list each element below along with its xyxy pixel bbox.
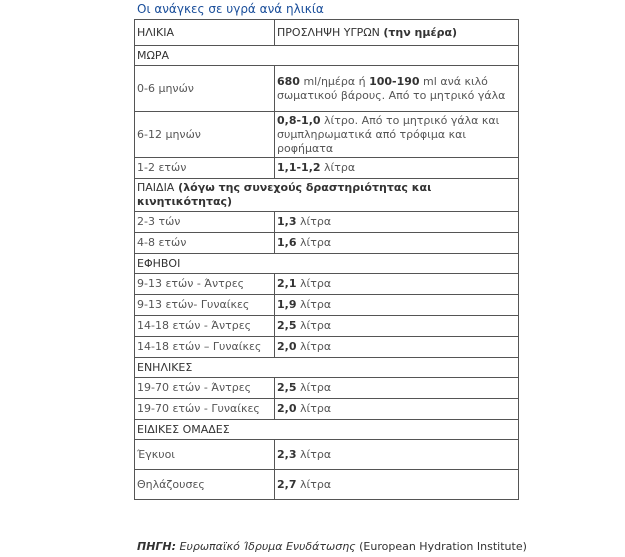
table-header-row <box>135 20 519 46</box>
intake-cell <box>275 440 519 470</box>
section-infants: ΜΩΡΑ <box>135 46 519 66</box>
section-row-adults <box>135 358 519 378</box>
section-children-note: (λόγω της συνεχούς δραστηριότητας και κινητικότητας) <box>137 181 432 208</box>
intake-value: 2,0 <box>277 402 297 415</box>
table-row <box>135 274 519 295</box>
intake-unit: λίτρα <box>296 381 332 394</box>
intake-cell <box>275 295 519 316</box>
source-label: ΠΗΓΗ: <box>137 540 177 553</box>
intake-value: 1,6 <box>277 236 297 249</box>
intake-unit: λίτρα <box>296 236 332 249</box>
intake-cell <box>275 274 519 295</box>
header-intake-sub: (την ημέρα) <box>383 25 458 39</box>
age-cell: 6-12 μηνών <box>135 112 275 158</box>
table-row <box>135 233 519 254</box>
age-cell: 1-2 ετών <box>135 158 275 179</box>
intake-unit: λίτρα <box>296 298 332 311</box>
age-cell: 0-6 μηνών <box>135 66 275 112</box>
intake-text: λίτρο. Από το μητρικό γάλα και συμπληρωματικά από τρόφιμα και ροφήματα <box>277 113 500 155</box>
intake-cell <box>275 337 519 358</box>
fluid-needs-table <box>134 19 519 500</box>
intake-cell <box>275 316 519 337</box>
intake-value: 2,5 <box>277 319 297 332</box>
table-row <box>135 440 519 470</box>
table-row <box>135 158 519 179</box>
age-cell: Θηλάζουσες <box>135 470 275 500</box>
header-intake <box>275 20 519 46</box>
intake-value: 1,9 <box>277 298 297 311</box>
table-row <box>135 112 519 158</box>
source-note <box>137 540 527 553</box>
source-text: Ευρωπαϊκό Ίδρυμα Ενυδάτωσης <box>176 540 360 553</box>
header-intake-main: ΠΡΟΣΛΗΨΗ ΥΓΡΩΝ <box>277 25 380 39</box>
intake-value: 1,3 <box>277 215 297 228</box>
age-cell: 2-3 τών <box>135 212 275 233</box>
age-cell: 9-13 ετών- Γυναίκες <box>135 295 275 316</box>
intake-unit: λίτρα <box>296 340 332 353</box>
header-age: ΗΛΙΚΙΑ <box>135 20 275 46</box>
intake-unit: λίτρα <box>296 319 332 332</box>
table-row <box>135 337 519 358</box>
intake-cell <box>275 66 519 112</box>
intake-cell <box>275 112 519 158</box>
intake-value: 0,8-1,0 <box>277 113 321 127</box>
table-caption: Οι ανάγκες σε υγρά ανά ηλικία <box>137 2 324 16</box>
section-row-infants <box>135 46 519 66</box>
age-cell: 4-8 ετών <box>135 233 275 254</box>
intake-cell <box>275 233 519 254</box>
source-english: (European Hydration Institute) <box>359 540 527 553</box>
intake-value: 1,1-1,2 <box>277 161 321 174</box>
section-row-teens <box>135 254 519 274</box>
table-row <box>135 295 519 316</box>
table-row <box>135 66 519 112</box>
table-row <box>135 378 519 399</box>
intake-cell <box>275 399 519 420</box>
intake-cell <box>275 212 519 233</box>
table-row <box>135 470 519 500</box>
intake-unit: λίτρα <box>296 277 332 290</box>
age-cell: 19-70 ετών - Γυναίκες <box>135 399 275 420</box>
intake-cell <box>275 158 519 179</box>
age-cell: 14-18 ετών - Άντρες <box>135 316 275 337</box>
age-cell: 14-18 ετών – Γυναίκες <box>135 337 275 358</box>
section-children-title: ΠΑΙΔΙΑ <box>137 181 175 194</box>
intake-unit: λίτρα <box>320 161 356 174</box>
section-teens: ΕΦΗΒΟΙ <box>135 254 519 274</box>
section-adults: ΕΝΗΛΙΚΕΣ <box>135 358 519 378</box>
table-row <box>135 212 519 233</box>
intake-text: ml/ημέρα ή <box>299 74 370 88</box>
intake-value: 2,5 <box>277 381 297 394</box>
intake-unit: λίτρα <box>296 447 332 461</box>
table-row <box>135 399 519 420</box>
intake-value: 2,3 <box>277 447 297 461</box>
section-special-groups: ΕΙΔΙΚΕΣ ΟΜΑΔΕΣ <box>135 420 519 440</box>
table-row <box>135 316 519 337</box>
intake-value: 2,7 <box>277 477 297 491</box>
intake-value: 100-190 <box>369 74 420 88</box>
section-row-special <box>135 420 519 440</box>
age-cell: 9-13 ετών - Άντρες <box>135 274 275 295</box>
intake-value: 2,0 <box>277 340 297 353</box>
intake-unit: λίτρα <box>296 402 332 415</box>
intake-unit: λίτρα <box>296 215 332 228</box>
intake-cell <box>275 470 519 500</box>
section-row-children <box>135 179 519 212</box>
age-cell: Έγκυοι <box>135 440 275 470</box>
section-children <box>135 179 519 212</box>
intake-cell <box>275 378 519 399</box>
intake-value: 680 <box>277 74 300 88</box>
intake-value: 2,1 <box>277 277 297 290</box>
intake-unit: λίτρα <box>296 477 332 491</box>
intake-text: ml ανά κιλό σωματικού βάρους. Από το μητρικό γάλα <box>277 74 506 102</box>
age-cell: 19-70 ετών - Άντρες <box>135 378 275 399</box>
